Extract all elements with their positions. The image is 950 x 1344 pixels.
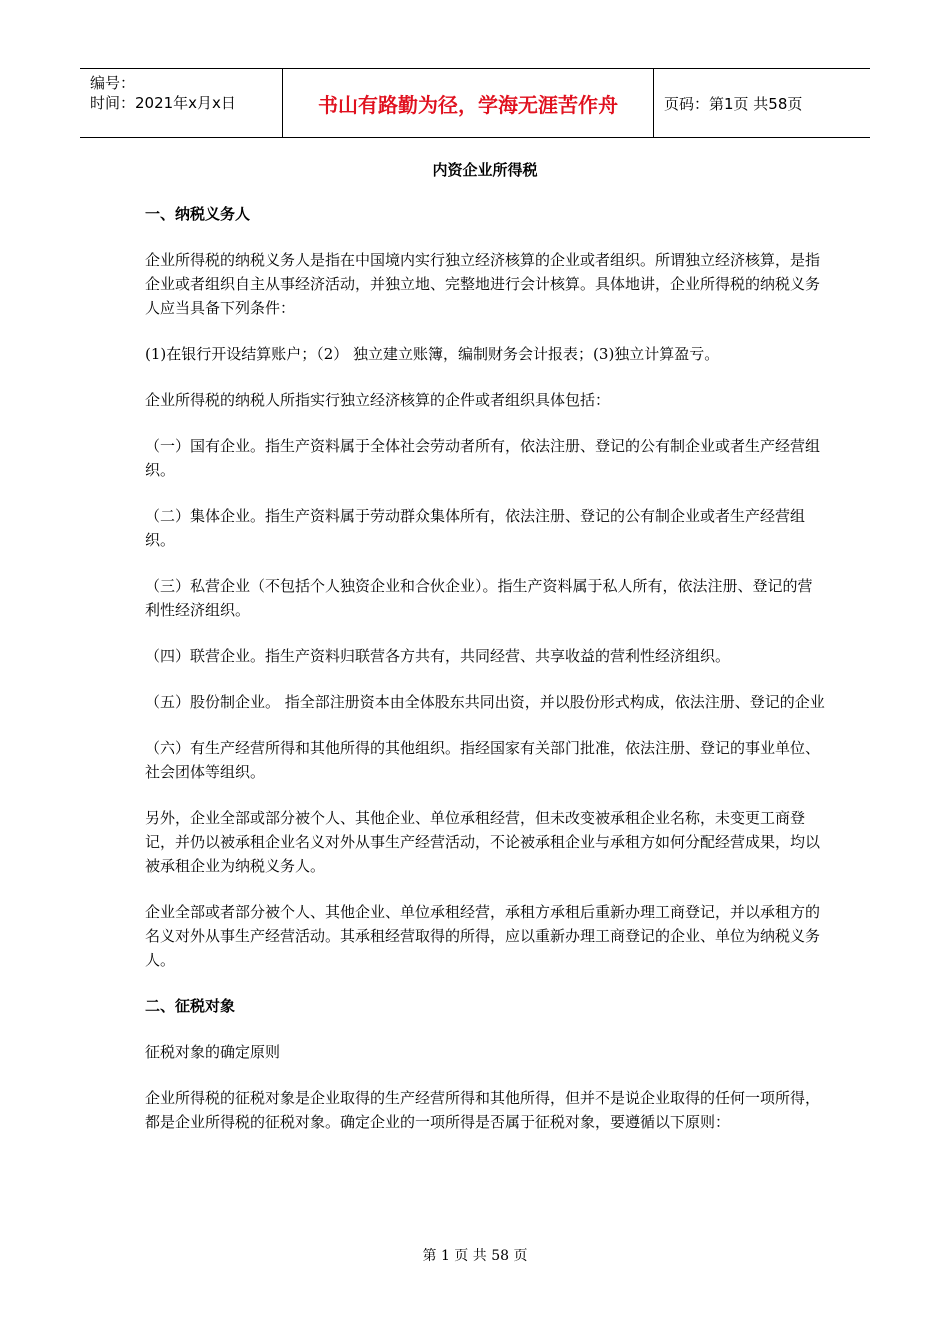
paragraph: （四）联营企业。指生产资料归联营各方共有，共同经营、共享收益的营利性经济组织。 bbox=[145, 647, 731, 665]
paragraph: （二）集体企业。指生产资料属于劳动群众集体所有，依法注册、登记的公有制企业或者生产经营组织。 bbox=[145, 507, 806, 549]
paragraph: (1)在银行开设结算账户；（2） 独立建立账簿，编制财务会计报表；(3)独立计算盈亏。 bbox=[145, 345, 720, 363]
section-heading-taxpayer: 一、纳税义务人 bbox=[145, 205, 251, 223]
paragraph: 企业全部或者部分被个人、其他企业、单位承租经营，承租方承租后重新办理工商登记，并以承租方的名义对外从事生产经营活动。其承租经营取得的所得，应以重新办理工商登记的企业、单位为纳税义务人。 bbox=[145, 903, 821, 969]
paragraph: 企业所得税的纳税义务人是指在中国境内实行独立经济核算的企业或者组织。所谓独立经济核算，是指企业或者组织自主从事经济活动，并独立地、完整地进行会计核算。具体地讲，企业所得税的纳税义务人应当具备下列条件： bbox=[145, 251, 821, 317]
paragraph: 征税对象的确定原则 bbox=[145, 1043, 281, 1061]
header-page-info: 页码：第1页 共58页 bbox=[664, 94, 803, 113]
section-heading-tax-object: 二、征税对象 bbox=[145, 997, 236, 1015]
paragraph: （一）国有企业。指生产资料属于全体社会劳动者所有，依法注册、登记的公有制企业或者生产经营组织。 bbox=[145, 437, 821, 479]
paragraph: 另外，企业全部或部分被个人、其他企业、单位承租经营，但未改变被承租企业名称，未变更工商登记，并仍以被承租企业名义对外从事生产经营活动，不论被承租企业与承租方如何分配经营成果，均以被承租企业为纳税义务人。 bbox=[145, 809, 821, 875]
number-label: 编号： bbox=[90, 74, 136, 92]
document-body bbox=[145, 158, 825, 1156]
paragraph: （五）股份制企业。 指全部注册资本由全体股东共同出资，并以股份形式构成，依法注册、登记的企业 bbox=[145, 693, 825, 711]
document-title: 内资企业所得税 bbox=[432, 161, 538, 179]
page-header bbox=[80, 68, 870, 138]
paragraph: 企业所得税的征税对象是企业取得的生产经营所得和其他所得，但并不是说企业取得的任何一项所得，都是企业所得税的征税对象。确定企业的一项所得是否属于征税对象，要遵循以下原则： bbox=[145, 1089, 821, 1131]
paragraph: （六）有生产经营所得和其他所得的其他组织。指经国家有关部门批准，依法注册、登记的事业单位、社会团体等组织。 bbox=[145, 739, 821, 781]
time-label: 时间：2021年x月x日 bbox=[90, 94, 236, 112]
paragraph: （三）私营企业（不包括个人独资企业和合伙企业）。指生产资料属于私人所有，依法注册、登记的营利性经济组织。 bbox=[145, 577, 813, 619]
header-meta bbox=[80, 69, 282, 137]
page-footer: 第 1 页 共 58 页 bbox=[422, 1248, 528, 1264]
paragraph: 企业所得税的纳税人所指实行独立经济核算的企件或者组织具体包括： bbox=[145, 391, 611, 409]
header-motto: 书山有路勤为径，学海无涯苦作舟 bbox=[282, 69, 654, 137]
